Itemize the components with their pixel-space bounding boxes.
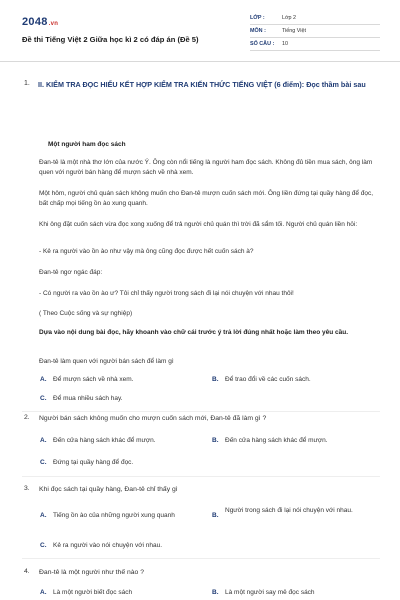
document-title: Đề thi Tiếng Việt 2 Giữa học kì 2 có đáp án (Đề 5) [22,35,199,44]
option-letter: C. [40,459,47,466]
meta-table [250,12,380,51]
option-letter: A. [40,589,47,596]
story-paragraph: - Kẻ ra người vào ồn ào như vậy mà ông cũng đọc được hết cuốn sách à? [39,248,254,255]
question-text: Đan-tê làm quen với người bán sách để làm gì [39,358,174,365]
option-a[interactable] [40,436,203,445]
option-text: Đứng tại quầy hàng để đọc. [53,459,134,466]
option-text: Để trao đổi về các cuốn sách. [225,376,311,383]
section-heading-text: II. KIỂM TRA ĐỌC HIỂU KẾT HỢP KIỂM TRA KIẾN THỨC TIẾNG VIỆT (6 điểm): Đọc thầm bài sau [38,80,366,89]
question-number: 2. [24,414,30,421]
option-c[interactable] [40,394,203,403]
divider [22,558,380,559]
option-letter: C. [40,542,47,549]
meta-value: Tiếng Việt [282,28,306,34]
meta-key: MÔN : [250,28,266,34]
option-letter: B. [212,512,219,519]
meta-key: LỚP : [250,15,265,21]
option-text: Để mua nhiều sách hay. [53,395,123,402]
option-text: Kẻ ra người vào nói chuyện với nhau. [53,542,162,549]
meta-row-grade [250,12,380,25]
meta-row-subject [250,25,380,38]
divider [22,476,380,477]
story-paragraph: - Có người ra vào ồn ào ư? Tôi chỉ thấy người trong sách đi lại nói chuyện với nhau thôi! [39,290,294,297]
option-letter: C. [40,395,47,402]
option-c[interactable] [40,458,203,467]
story-paragraph: Khi ông đặt cuốn sách vừa đọc xong xuống để trả người chủ quán thì trời đã sẩm tối. Người chủ quán liền hỏi: [39,221,358,228]
option-b[interactable] [212,436,375,445]
option-text: Là một người say mê đọc sách [225,589,315,596]
question-number: 4. [24,568,30,575]
option-letter: A. [40,512,47,519]
story-source: ( Theo Cuộc sống và sự nghiệp) [39,310,133,317]
page-header [0,0,400,62]
meta-key: SỐ CÂU : [250,41,275,47]
option-a[interactable] [40,375,203,384]
question-number: 3. [24,485,30,492]
meta-value: Lớp 2 [282,15,297,21]
option-b[interactable] [212,506,375,520]
option-letter: B. [212,589,219,596]
option-letter: A. [40,376,47,383]
question-text: Người bán sách không muốn cho mượn cuốn sách mới, Đan-tê đã làm gì ? [39,415,267,422]
story-paragraph: Đan-tê là một nhà thơ lớn của nước Ý. Ông còn nổi tiếng là người ham đọc sách. Không đủ tiền mua sách, ông làm quen với người bán hàng để mượn sách về nhà xem. [39,159,373,176]
option-a[interactable] [40,511,203,520]
question-text: Khi đọc sách tại quầy hàng, Đan-tê chỉ thấy gì [39,486,178,493]
site-logo[interactable] [22,16,58,28]
divider [22,411,380,412]
option-letter: B. [212,437,219,444]
option-b[interactable] [212,375,375,384]
logo-text: 2048 [22,16,48,28]
meta-value: 10 [282,41,288,47]
option-text: Là một người biết đọc sách [53,589,133,596]
instruction: Dựa vào nội dung bài đọc, hãy khoanh vào chữ cái trước ý trả lời đúng nhất hoặc làm theo yêu cầu. [39,329,349,336]
option-letter: B. [212,376,219,383]
option-text: Đến cửa hàng sách khác để mượn. [225,437,328,444]
story-paragraph: Đan-tê ngơ ngác đáp: [39,269,103,276]
logo-suffix: .vn [48,21,59,27]
option-text: Đến cửa hàng sách khác để mượn. [53,437,156,444]
question-number: 1. [24,80,30,87]
question-text: Đan-tê là một người như thế nào ? [39,569,144,576]
option-letter: A. [40,437,47,444]
option-text: Để mượn sách về nhà xem. [53,376,134,383]
section-heading [24,80,379,90]
option-text: Người trong sách đi lại nói chuyện với nhau. [225,507,353,514]
story-paragraph: Một hôm, người chủ quán sách không muốn cho Đan-tê mượn cuốn sách mới. Ông liền đứng tại quầy hàng để đọc, bất chấp mọi tiếng ồn ào xung quanh. [39,190,374,207]
option-b[interactable] [212,588,375,597]
option-c[interactable] [40,541,203,550]
story-title: Một người ham đọc sách [48,141,126,148]
meta-row-question-count [250,38,380,51]
option-text: Tiếng ồn ào của những người xung quanh [53,512,175,519]
option-a[interactable] [40,588,203,597]
